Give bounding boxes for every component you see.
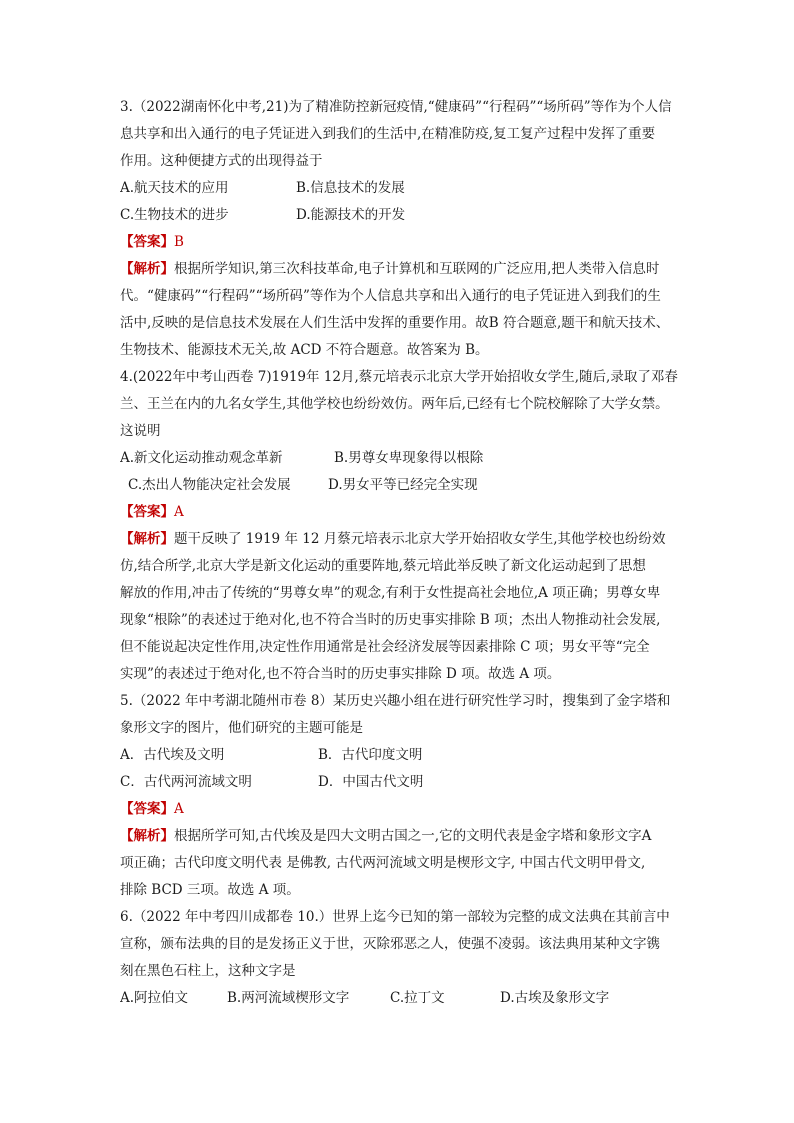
q4-analysis-line: 但不能说起决定性作用,决定性作用通常是社会经济发展等因素排除 C 项；男女平等“完全 (120, 639, 650, 655)
analysis-tag: 【解析】 (120, 531, 174, 547)
q4-option-b: B.男尊女卑现象得以根除 (334, 450, 484, 466)
q3-option-c: C.生物技术的进步 (120, 207, 229, 223)
q3-answer (120, 229, 680, 256)
q4-option-c: C.杰出人物能决定社会发展 (128, 477, 291, 493)
q4-analysis-line (120, 526, 680, 553)
q4-stem-line: 4.(2022年中考山西卷 7)1919年 12月,蔡元培表示北京大学开始招收女学生,随后,录取了邓春 (120, 369, 678, 385)
q3-analysis-line (120, 256, 680, 283)
q5-option-a: A．古代埃及文明 (120, 747, 225, 763)
q6-option-c: C.拉丁文 (390, 990, 445, 1006)
q3-stem-line: 作用。这种便捷方式的出现得益于 (120, 153, 323, 169)
q4-analysis-line: 仿,结合所学,北京大学是新文化运动的重要阵地,蔡元培此举反映了新文化运动起到了思想 (120, 558, 646, 574)
q3-answer-value: B (174, 234, 184, 250)
answer-tag: 【答案】 (120, 234, 174, 250)
q3-analysis-line: 代。“健康码”“行程码”“场所码”等作为个人信息共享和出入通行的电子凭证进入到我们的生 (120, 288, 661, 304)
q4-answer (120, 499, 680, 526)
q6-stem-line: 刻在黑色石柱上，这种文字是 (120, 963, 296, 979)
q4-analysis-line: 实现”的表述过于绝对化,也不符合当时的历史事实排除 D 项。故选 A 项。 (120, 666, 561, 682)
q3-analysis-line: 活中,反映的是信息技术发展在人们生活中发挥的重要作用。故B 符合题意,题干和航天技术、 (120, 315, 670, 331)
q6-options-row (120, 985, 680, 1012)
q5-options-row (120, 769, 680, 796)
q6-option-a: A.阿拉伯文 (120, 990, 189, 1006)
q4-option-d: D.男女平等已经完全实现 (328, 477, 478, 493)
answer-tag: 【答案】 (120, 801, 174, 817)
q4-analysis-line: 现象“根除”的表述过于绝对化,也不符合当时的历史事实排除 B 项；杰出人物推动社会发展, (120, 612, 661, 628)
q6-option-d: D.古埃及象形文字 (500, 990, 610, 1006)
q4-stem-line: 兰、王兰在内的九名女学生,其他学校也纷纷效仿。两年后,已经有七个院校解除了大学女禁。 (120, 396, 669, 412)
q3-stem-line: 3.（2022湖南怀化中考,21)为了精准防控新冠疫情,“健康码”“行程码”“场所码”等作为个人信 (120, 99, 672, 115)
q5-option-b: B．古代印度文明 (318, 747, 423, 763)
analysis-tag: 【解析】 (120, 828, 174, 844)
q5-options-row (120, 742, 680, 769)
q6-option-b: B.两河流域楔形文字 (227, 990, 350, 1006)
q3-options-row (120, 175, 680, 202)
q5-analysis-line: 项正确；古代印度文明代表 是佛教, 古代两河流域文明是楔形文字, 中国古代文明甲骨文, (120, 855, 646, 871)
q3-option-a: A.航天技术的应用 (120, 180, 229, 196)
q5-answer-value: A (174, 801, 184, 817)
q5-option-c: C．古代两河流域文明 (120, 774, 252, 790)
q5-stem-line: 象形文字的图片，他们研究的主题可能是 (120, 720, 363, 736)
q3-analysis-text: 根据所学知识,第三次科技革命,电子计算机和互联网的广泛应用,把人类带入信息时 (174, 261, 660, 277)
q5-option-d: D．中国古代文明 (318, 774, 424, 790)
document-content (120, 94, 680, 1012)
q5-analysis-text: 根据所学可知,古代埃及是四大文明古国之一,它的文明代表是金字塔和象形文字A (174, 828, 652, 844)
q3-option-b: B.信息技术的发展 (296, 180, 405, 196)
q4-options-row (120, 445, 680, 472)
q3-analysis-line: 生物技术、能源技术无关,故 ACD 不符合题意。故答案为 B。 (120, 342, 489, 358)
q4-option-a: A.新文化运动推动观念革新 (120, 450, 283, 466)
q4-answer-value: A (174, 504, 184, 520)
q4-analysis-text: 题干反映了 1919 年 12 月蔡元培表示北京大学开始招收女学生,其他学校也纷纷效 (174, 531, 666, 547)
q6-stem-line: 宣称，颁布法典的目的是发扬正义于世，灭除邪恶之人，使强不凌弱。该法典用某种文字镌 (120, 936, 660, 952)
q5-analysis-line: 排除 BCD 三项。故选 A 项。 (120, 882, 300, 898)
q5-answer (120, 796, 680, 823)
q3-stem-line: 息共享和出入通行的电子凭证进入到我们的生活中,在精准防疫,复工复产过程中发挥了重要 (120, 126, 656, 142)
answer-tag: 【答案】 (120, 504, 174, 520)
q6-stem-line: 6.（2022 年中考四川成都卷 10.）世界上迄今已知的第一部较为完整的成文法典在其前言中 (120, 909, 670, 925)
q3-options-row (120, 202, 680, 229)
q4-stem-line: 这说明 (120, 423, 161, 439)
q5-analysis-line (120, 823, 680, 850)
q4-analysis-line: 解放的作用,冲击了传统的“男尊女卑”的观念,有利于女性提高社会地位,A 项正确；男尊女卑 (120, 585, 661, 601)
q3-option-d: D.能源技术的开发 (296, 207, 406, 223)
q5-stem-line: 5.（2022 年中考湖北随州市卷 8）某历史兴趣小组在进行研究性学习时，搜集到了金字塔和 (120, 693, 671, 709)
q4-options-row (120, 472, 680, 499)
analysis-tag: 【解析】 (120, 261, 174, 277)
